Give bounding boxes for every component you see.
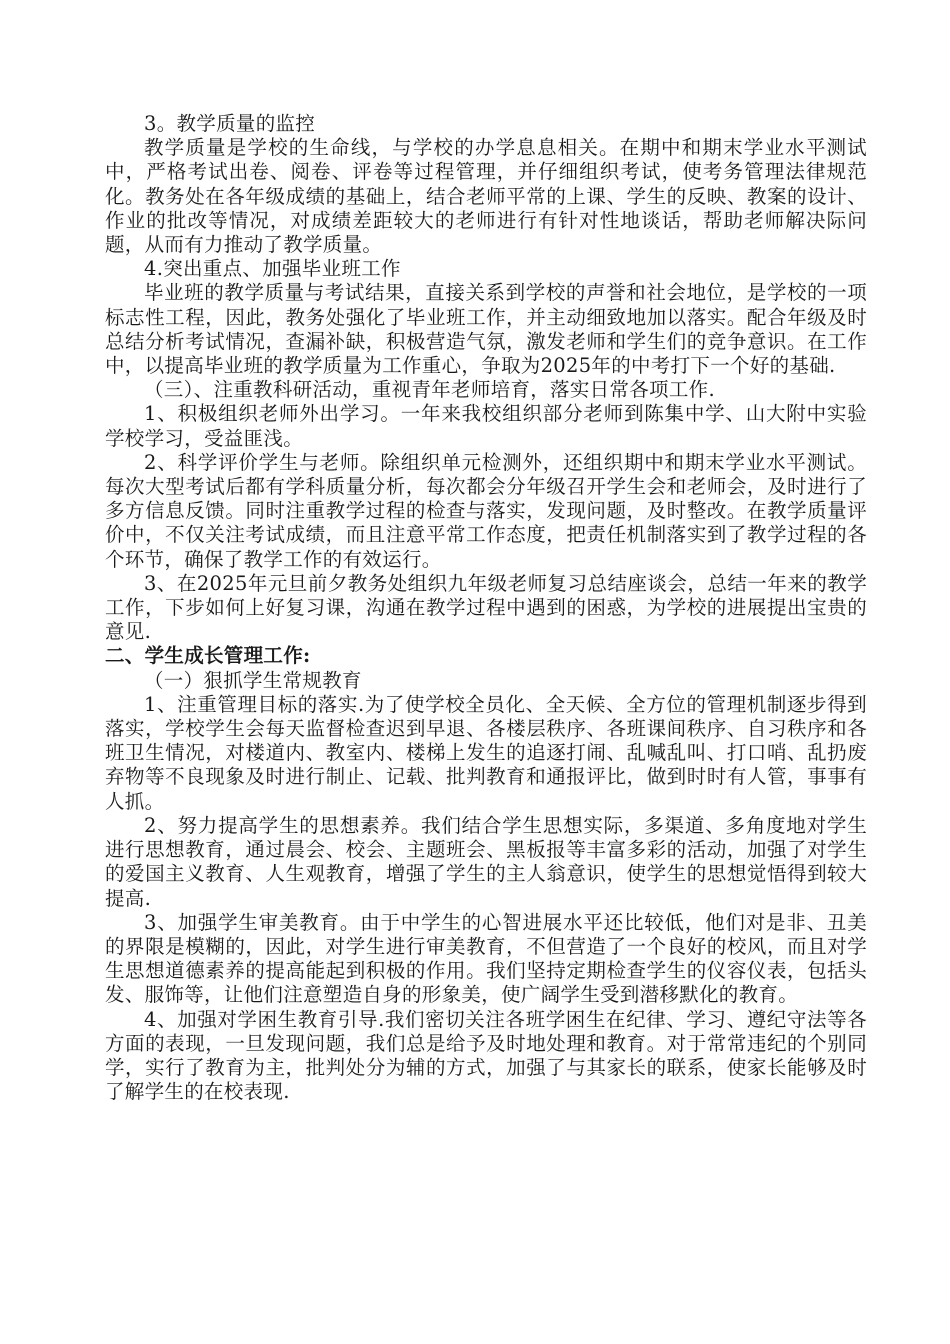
subheading-graduating-class: 4.突出重点、加强毕业班工作 <box>144 257 401 281</box>
paragraph-quality-monitoring: 教学质量是学校的生命线，与学校的办学息息相关。在期中和期末学业水平测试中，严格考试出卷、阅卷、评卷等过程管理，并仔细组织考试，使考务管理法律规范化。教务处在各年级成绩的基础上，结合老师平常的上课、学生的反映、教案的设计、作业的批改等情况，对成绩差距较大的老师进行有针对性地谈话，帮助老师解决际问题，从而有力推动了教学质量。 <box>105 136 867 257</box>
paragraph-aesthetic-education: 3、加强学生审美教育。由于中学生的心智进展水平还比较低，他们对是非、丑美的界限是模糊的，因此，对学生进行审美教育，不但营造了一个良好的校风，而且对学生思想道德素养的提高能起到积极的作用。我们坚持定期检查学生的仪容仪表，包括头发、服饰等，让他们注意塑造自身的形象美，使广阔学生受到潜移默化的教育。 <box>105 910 867 1007</box>
paragraph-ideological-quality: 2、努力提高学生的思想素养。我们结合学生思想实际，多渠道、多角度地对学生进行思想教育，通过晨会、校会、主题班会、黑板报等丰富多彩的活动，加强了对学生的爱国主义教育、人生观教育，增强了学生的主人翁意识，使学生的思想觉悟得到较大提高. <box>105 813 867 910</box>
section-heading-student-management: 二、学生成长管理工作: <box>105 644 311 668</box>
subheading-routine-education: （一）狠抓学生常规教育 <box>144 668 362 692</box>
paragraph-graduating-class: 毕业班的教学质量与考试结果，直接关系到学校的声誉和社会地位，是学校的一项标志性工程，因此，教务处强化了毕业班工作，并主动细致地加以落实。配合年级及时总结分析考试情况，查漏补缺，积极营造气氛，激发老师和学生们的竞争意识。在工作中，以提高毕业班的教学质量为工作重心，争取为2025年的中考打下一个好的基础. <box>105 281 867 378</box>
paragraph-review-meeting: 3、在2025年元旦前夕教务处组织九年级老师复习总结座谈会，总结一年来的教学工作，下步如何上好复习课，沟通在教学过程中遇到的困惑，为学校的进展提出宝贵的意见. <box>105 571 867 644</box>
paragraph-scientific-evaluation: 2、科学评价学生与老师。除组织单元检测外，还组织期中和期末学业水平测试。每次大型考试后都有学科质量分析，每次都会分年级召开学生会和老师会，及时进行了多方信息反馈。同时注重教学过程的检查与落实，发现问题，及时整改。在教学质量评价中，不仅关注考试成绩，而且注意平常工作态度，把责任机制落实到了教学过程的各个环节，确保了教学工作的有效运行。 <box>105 450 867 571</box>
paragraph-management-goals: 1、注重管理目标的落实.为了使学校全员化、全天候、全方位的管理机制逐步得到落实，学校学生会每天监督检查迟到早退、各楼层秩序、各班课间秩序、自习秩序和各班卫生情况，对楼道内、教室内、楼梯上发生的追逐打闹、乱喊乱叫、打口哨、乱扔废弃物等不良现象及时进行制止、记载、批判教育和通报评比，做到时时有人管，事事有人抓。 <box>105 692 867 813</box>
paragraph-struggling-students: 4、加强对学困生教育引导.我们密切关注各班学困生在纪律、学习、遵纪守法等各方面的表现，一旦发现问题，我们总是给予及时地处理和教育。对于常常违纪的个别同学，实行了教育为主，批判处分为辅的方式，加强了与其家长的联系，使家长能够及时了解学生的在校表现. <box>105 1007 867 1104</box>
subheading-teaching-research: （三）、注重教科研活动，重视青年老师培育，落实日常各项工作. <box>144 378 715 402</box>
document-page <box>105 112 867 1104</box>
subheading-quality-monitoring: 3。教学质量的监控 <box>144 112 316 135</box>
paragraph-teacher-study: 1、积极组织老师外出学习。一年来我校组织部分老师到陈集中学、山大附中实验学校学习，受益匪浅。 <box>105 402 867 450</box>
